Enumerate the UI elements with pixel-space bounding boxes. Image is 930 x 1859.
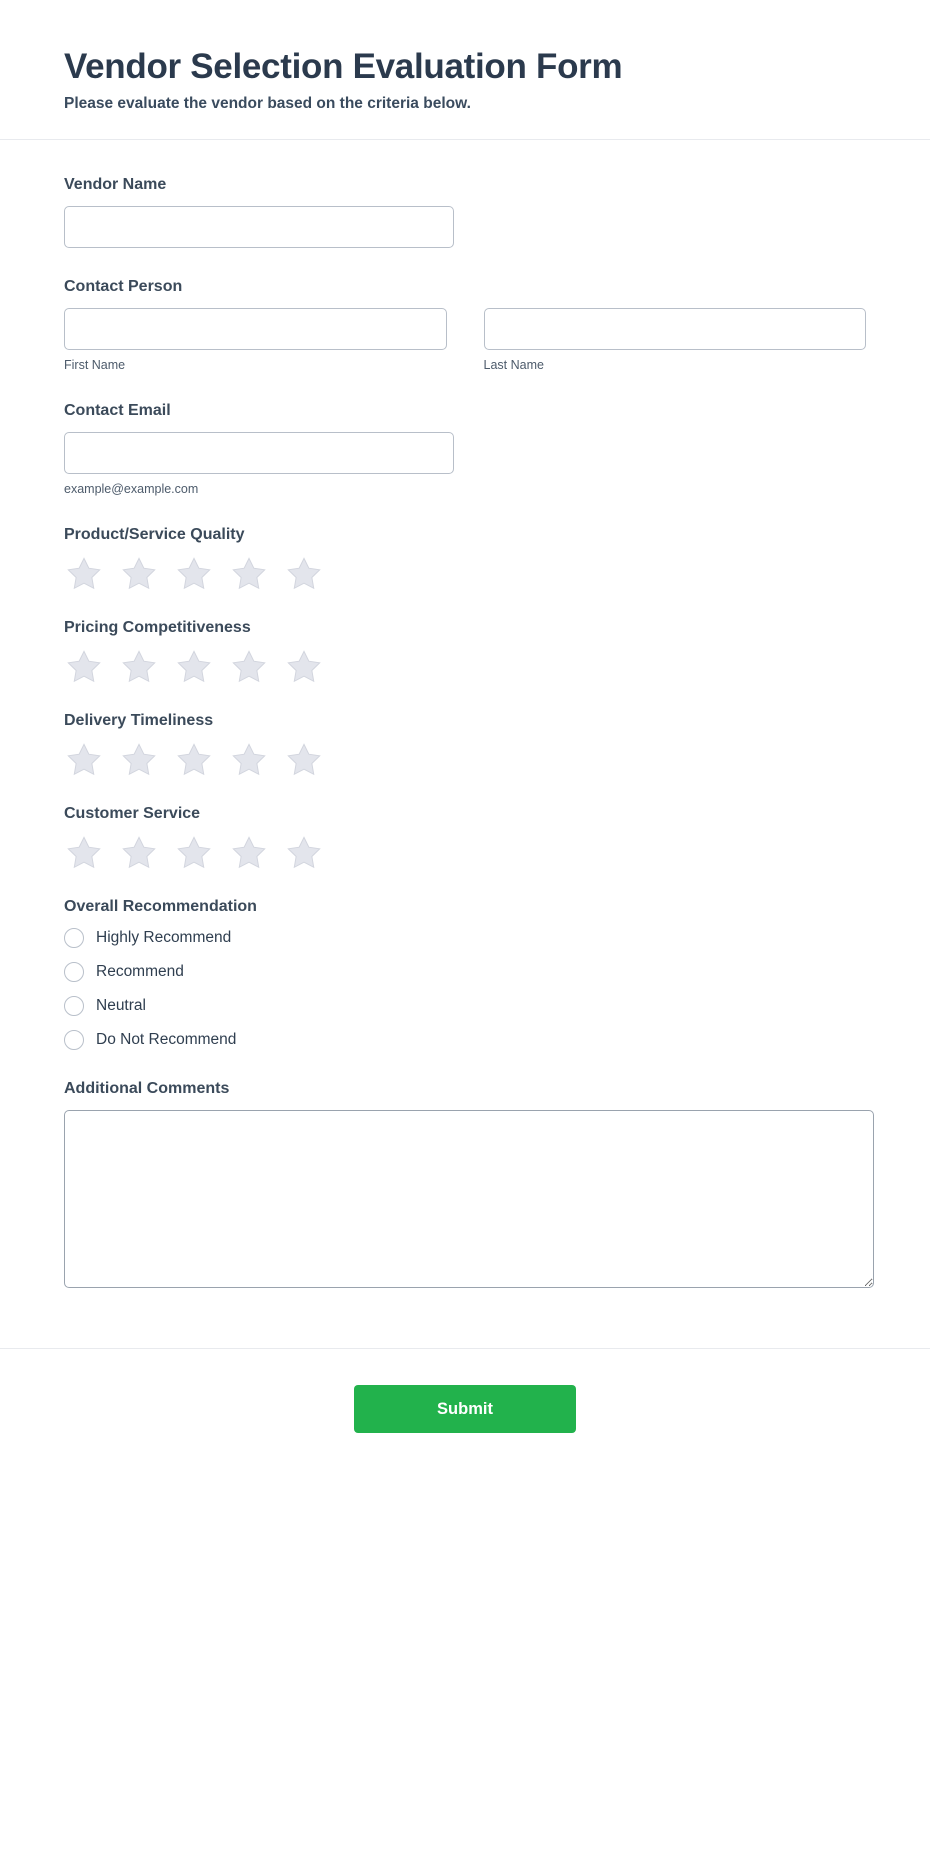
field-contact-person <box>64 278 866 372</box>
last-name-column <box>484 308 867 372</box>
radio-circle-icon[interactable] <box>64 1030 84 1050</box>
star-icon[interactable] <box>121 835 157 870</box>
field-additional-comments <box>64 1080 866 1288</box>
star-icon[interactable] <box>121 556 157 591</box>
field-rating-delivery-timeliness <box>64 712 866 777</box>
radio-label: Highly Recommend <box>96 929 232 947</box>
star-icon[interactable] <box>176 556 212 591</box>
star-icon[interactable] <box>176 835 212 870</box>
radio-circle-icon[interactable] <box>64 928 84 948</box>
last-name-sublabel: Last Name <box>483 358 544 373</box>
star-icon[interactable] <box>66 556 102 591</box>
last-name-input[interactable] <box>484 308 867 350</box>
form-footer <box>0 1348 930 1477</box>
rating-label-1: Pricing Competitiveness <box>64 619 251 637</box>
first-name-column <box>64 308 447 372</box>
radio-label: Do Not Recommend <box>96 1031 237 1049</box>
radio-circle-icon[interactable] <box>64 996 84 1016</box>
vendor-name-label: Vendor Name <box>64 176 167 194</box>
star-icon[interactable] <box>231 649 267 684</box>
contact-email-hint: example@example.com <box>64 482 199 497</box>
radio-option-recommend[interactable] <box>64 962 866 982</box>
star-icon[interactable] <box>231 742 267 777</box>
radio-circle-icon[interactable] <box>64 962 84 982</box>
star-icon[interactable] <box>286 649 322 684</box>
field-contact-email <box>64 402 866 496</box>
field-overall-recommendation <box>64 898 866 1050</box>
first-name-sublabel: First Name <box>64 358 126 373</box>
field-rating-product-service-quality <box>64 526 866 591</box>
star-rating-customer-service[interactable] <box>66 835 866 870</box>
star-icon[interactable] <box>231 835 267 870</box>
star-icon[interactable] <box>66 835 102 870</box>
radio-label: Recommend <box>96 963 184 981</box>
radio-option-neutral[interactable] <box>64 996 866 1016</box>
vendor-name-input[interactable] <box>64 206 454 248</box>
radio-option-highly-recommend[interactable] <box>64 928 866 948</box>
star-icon[interactable] <box>286 556 322 591</box>
additional-comments-label: Additional Comments <box>64 1080 230 1098</box>
contact-person-label: Contact Person <box>64 278 183 296</box>
overall-recommendation-label: Overall Recommendation <box>64 898 257 916</box>
star-icon[interactable] <box>121 649 157 684</box>
contact-email-input[interactable] <box>64 432 454 474</box>
radio-group-overall-recommendation <box>64 928 866 1050</box>
star-icon[interactable] <box>286 742 322 777</box>
page-subtitle: Please evaluate the vendor based on the criteria below. <box>64 95 471 113</box>
submit-button[interactable]: Submit <box>354 1385 576 1433</box>
contact-email-label: Contact Email <box>64 402 171 420</box>
additional-comments-textarea[interactable] <box>64 1110 874 1288</box>
page-title: Vendor Selection Evaluation Form <box>64 47 623 86</box>
star-icon[interactable] <box>231 556 267 591</box>
star-icon[interactable] <box>121 742 157 777</box>
star-icon[interactable] <box>176 649 212 684</box>
star-icon[interactable] <box>176 742 212 777</box>
rating-label-2: Delivery Timeliness <box>64 712 214 730</box>
field-vendor-name <box>64 176 866 248</box>
star-rating-pricing-competitiveness[interactable] <box>66 649 866 684</box>
star-rating-product-service-quality[interactable] <box>66 556 866 591</box>
star-icon[interactable] <box>66 742 102 777</box>
radio-option-do-not-recommend[interactable] <box>64 1030 866 1050</box>
rating-label-3: Customer Service <box>64 805 201 823</box>
star-icon[interactable] <box>66 649 102 684</box>
form-header <box>0 0 930 140</box>
field-rating-pricing-competitiveness <box>64 619 866 684</box>
rating-label-0: Product/Service Quality <box>64 526 245 544</box>
radio-label: Neutral <box>96 997 146 1015</box>
form-body <box>0 140 930 1348</box>
first-name-input[interactable] <box>64 308 447 350</box>
star-icon[interactable] <box>286 835 322 870</box>
field-rating-customer-service <box>64 805 866 870</box>
contact-person-row <box>64 308 866 372</box>
star-rating-delivery-timeliness[interactable] <box>66 742 866 777</box>
